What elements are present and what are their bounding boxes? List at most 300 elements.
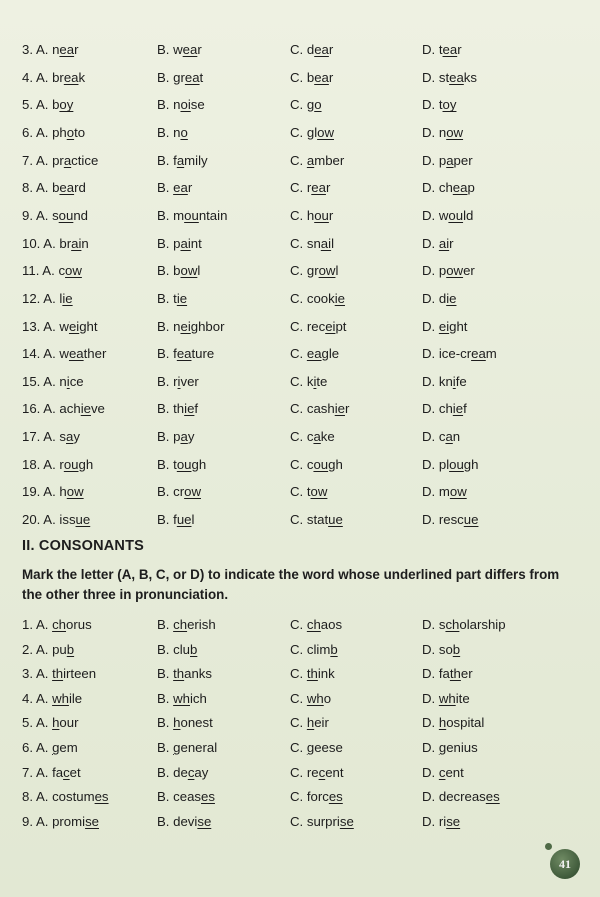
answer-option-b[interactable] <box>157 640 197 660</box>
option-letter: D. <box>422 512 436 528</box>
option-letter: D. <box>422 690 436 706</box>
answer-option-c[interactable] <box>290 482 327 502</box>
answer-option-c[interactable] <box>290 261 338 281</box>
underlined-part: h <box>173 715 181 731</box>
underlined-part: wh <box>438 690 456 706</box>
word-prefix: c <box>306 456 314 472</box>
word-prefix: c <box>58 263 66 279</box>
option-letter: C. <box>290 290 304 306</box>
section-heading: II. CONSONANTS <box>22 538 145 554</box>
answer-option-a[interactable] <box>22 40 79 60</box>
answer-option-c[interactable] <box>290 713 329 733</box>
word-prefix: b <box>306 69 315 85</box>
word-suffix: ent <box>445 764 464 780</box>
answer-option-c[interactable] <box>290 640 338 660</box>
word-suffix: r <box>74 42 79 57</box>
option-letter: C. <box>290 456 304 472</box>
underlined-part: a <box>63 152 72 168</box>
word-prefix: h <box>59 484 67 500</box>
underlined-part: ue <box>463 512 479 528</box>
question-row <box>22 289 582 309</box>
answer-option-d[interactable] <box>422 399 467 419</box>
underlined-part: ue <box>176 512 192 528</box>
word-suffix: ich <box>190 690 207 706</box>
answer-option-a[interactable] <box>22 763 81 783</box>
underlined-part: i <box>313 373 317 389</box>
answer-option-a[interactable] <box>22 151 98 171</box>
answer-option-d[interactable] <box>422 763 464 783</box>
word-prefix: c <box>306 429 314 445</box>
option-letter: C. <box>290 152 304 168</box>
word-suffix: rd <box>74 180 86 196</box>
word-prefix: n <box>173 318 181 334</box>
option-letter: A. <box>43 484 56 500</box>
underlined-part: ou <box>313 456 329 472</box>
answer-option-c[interactable] <box>290 455 343 475</box>
underlined-part: b <box>190 641 198 657</box>
answer-option-a[interactable] <box>22 427 80 447</box>
answer-option-a[interactable] <box>22 689 82 709</box>
word-prefix: sn <box>306 235 321 251</box>
answer-option-a[interactable] <box>22 455 93 475</box>
answer-option-c[interactable] <box>290 95 322 115</box>
question-number: 6. <box>22 740 33 755</box>
word-suffix: p <box>467 180 475 196</box>
word-suffix: r <box>328 69 334 85</box>
answer-option-d[interactable] <box>422 206 473 226</box>
option-letter: D. <box>422 373 436 389</box>
underlined-part: ea <box>314 69 329 85</box>
answer-option-b[interactable] <box>157 664 212 684</box>
answer-option-a[interactable] <box>22 399 105 419</box>
answer-option-d[interactable] <box>422 615 506 635</box>
option-letter: A. <box>35 690 49 706</box>
underlined-part: g <box>173 740 181 755</box>
answer-option-c[interactable] <box>290 812 354 832</box>
underlined-part: ea <box>314 42 329 57</box>
word-suffix: nd <box>73 207 89 223</box>
option-letter: B. <box>157 346 170 362</box>
option-letter: C. <box>290 429 304 445</box>
underlined-part: ow <box>310 484 328 500</box>
underlined-part: ea <box>471 346 486 362</box>
word-prefix: forc <box>306 789 329 805</box>
word-suffix: erish <box>187 617 216 632</box>
option-letter: B. <box>157 789 170 805</box>
word-prefix: th <box>173 401 185 417</box>
answer-option-c[interactable] <box>290 689 331 709</box>
answer-option-d[interactable] <box>422 787 500 807</box>
word-suffix: nt <box>190 235 202 251</box>
question-row <box>22 510 582 530</box>
section-instruction: Mark the letter (A, B, C, or D) to indicate the word whose underlined part differs from the other three in pronunciation. <box>22 567 560 602</box>
answer-option-b[interactable] <box>157 206 227 226</box>
option-letter: C. <box>290 346 304 362</box>
answer-option-c[interactable] <box>290 664 335 684</box>
question-number: 7. <box>22 152 33 168</box>
option-letter: A. <box>35 666 49 682</box>
answer-option-c[interactable] <box>290 763 344 783</box>
answer-option-c[interactable] <box>290 510 343 530</box>
answer-option-d[interactable] <box>422 123 463 143</box>
answer-option-a[interactable] <box>22 482 84 502</box>
question-number: 1. <box>22 617 33 632</box>
option-letter: D. <box>422 617 436 632</box>
question-row <box>22 178 582 198</box>
answer-option-a[interactable] <box>22 206 88 226</box>
answer-option-b[interactable] <box>157 289 187 309</box>
option-letter: B. <box>157 813 170 829</box>
option-letter: C. <box>290 813 304 829</box>
underlined-part: a <box>446 152 454 168</box>
underlined-part: a <box>306 152 315 168</box>
option-letter: A. <box>35 97 49 113</box>
answer-option-a[interactable] <box>22 344 106 364</box>
underlined-part: b <box>330 641 338 657</box>
word-suffix: ture <box>191 346 215 362</box>
answer-option-b[interactable] <box>157 234 202 254</box>
word-suffix: r <box>328 42 334 57</box>
answer-option-c[interactable] <box>290 151 344 171</box>
answer-option-c[interactable] <box>290 123 334 143</box>
answer-option-b[interactable] <box>157 344 214 364</box>
answer-option-b[interactable] <box>157 40 202 60</box>
answer-option-d[interactable] <box>422 427 460 447</box>
word-prefix: re <box>306 764 319 780</box>
option-letter: D. <box>422 666 436 682</box>
word-prefix: w <box>59 346 69 362</box>
underlined-part: wh <box>173 690 190 706</box>
underlined-part: th <box>173 666 185 682</box>
word-suffix: eneral <box>180 740 218 755</box>
option-letter: A. <box>43 373 56 389</box>
answer-option-d[interactable] <box>422 640 460 660</box>
option-letter: D. <box>422 207 436 223</box>
question-row <box>22 372 582 392</box>
word-suffix: pt <box>335 318 347 334</box>
answer-option-a[interactable] <box>22 234 89 254</box>
answer-option-d[interactable] <box>422 713 484 733</box>
answer-option-b[interactable] <box>157 68 203 88</box>
answer-option-b[interactable] <box>157 427 194 447</box>
underlined-part: ei <box>438 318 450 334</box>
word-prefix: kn <box>438 373 453 389</box>
answer-option-d[interactable] <box>422 689 470 709</box>
word-prefix: resc <box>438 512 464 528</box>
answer-option-b[interactable] <box>157 399 198 419</box>
word-suffix: er <box>460 666 473 682</box>
answer-option-a[interactable] <box>22 178 86 198</box>
answer-option-d[interactable] <box>422 151 473 171</box>
answer-option-c[interactable] <box>290 738 343 758</box>
option-letter: B. <box>157 484 170 500</box>
word-suffix: enius <box>446 740 478 755</box>
answer-option-a[interactable] <box>22 713 78 733</box>
answer-option-b[interactable] <box>157 261 200 281</box>
word-prefix: c <box>438 429 446 445</box>
underlined-part: c <box>318 764 326 780</box>
answer-option-c[interactable] <box>290 372 327 392</box>
word-suffix: eese <box>314 740 343 755</box>
word-prefix: so <box>438 641 453 657</box>
option-letter: C. <box>290 789 304 805</box>
underlined-part: es <box>485 789 500 805</box>
underlined-part: ch <box>445 617 460 632</box>
answer-option-b[interactable] <box>157 713 213 733</box>
answer-option-a[interactable] <box>22 261 82 281</box>
option-letter: C. <box>290 617 304 632</box>
answer-option-a[interactable] <box>22 510 90 530</box>
answer-option-a[interactable] <box>22 738 78 758</box>
word-suffix: t <box>199 69 204 85</box>
word-prefix: st <box>438 69 450 85</box>
word-suffix: ay <box>194 764 209 780</box>
option-letter: D. <box>422 152 436 168</box>
word-prefix: s <box>52 207 59 223</box>
option-letter: C. <box>290 235 304 251</box>
answer-option-b[interactable] <box>157 455 206 475</box>
underlined-part: ea <box>59 42 75 57</box>
answer-option-b[interactable] <box>157 510 194 530</box>
option-letter: B. <box>157 764 170 780</box>
underlined-part: ow <box>66 484 84 500</box>
option-letter: C. <box>290 318 304 334</box>
option-letter: A. <box>35 42 49 57</box>
underlined-part: h <box>306 715 315 731</box>
word-suffix: ile <box>68 690 83 706</box>
option-letter: C. <box>290 740 304 755</box>
answer-option-b[interactable] <box>157 787 215 807</box>
option-letter: D. <box>422 346 436 362</box>
answer-option-a[interactable] <box>22 640 74 660</box>
word-suffix: r <box>344 401 350 417</box>
option-letter: D. <box>422 290 436 306</box>
word-suffix: olarship <box>459 617 506 632</box>
underlined-part: ea <box>63 69 79 85</box>
answer-option-d[interactable] <box>422 95 456 115</box>
answer-option-d[interactable] <box>422 289 456 309</box>
underlined-part: se <box>85 813 99 829</box>
underlined-part: ea <box>182 42 198 57</box>
word-suffix: y <box>73 429 80 445</box>
option-letter: C. <box>290 207 304 223</box>
option-letter: B. <box>157 97 170 113</box>
answer-option-b[interactable] <box>157 95 205 115</box>
word-suffix: orus <box>66 617 92 632</box>
option-letter: C. <box>290 42 304 57</box>
option-letter: D. <box>422 484 436 500</box>
question-number: 3. <box>22 666 33 682</box>
word-prefix: br <box>52 69 64 85</box>
option-letter: B. <box>157 401 170 417</box>
answer-option-c[interactable] <box>290 68 333 88</box>
option-letter: B. <box>157 235 170 251</box>
underlined-part: es <box>201 789 215 805</box>
word-prefix: promi <box>52 813 86 829</box>
word-prefix: p <box>438 152 447 168</box>
answer-option-c[interactable] <box>290 206 333 226</box>
question-number: 12. <box>22 290 41 306</box>
option-letter: A. <box>35 152 49 168</box>
word-prefix: k <box>306 373 314 389</box>
option-letter: A. <box>35 740 49 755</box>
answer-option-c[interactable] <box>290 317 346 337</box>
underlined-part: ei <box>180 318 191 334</box>
word-prefix: n <box>173 97 181 113</box>
word-prefix: clu <box>173 641 190 657</box>
underlined-part: o <box>314 97 322 113</box>
answer-option-b[interactable] <box>157 317 224 337</box>
answer-option-a[interactable] <box>22 317 98 337</box>
answer-option-c[interactable] <box>290 234 334 254</box>
answer-option-a[interactable] <box>22 95 73 115</box>
word-prefix: m <box>438 484 450 500</box>
word-suffix: m <box>485 346 497 362</box>
underlined-part: ea <box>306 346 322 362</box>
underlined-part: ie <box>446 290 457 306</box>
underlined-part: ea <box>452 180 468 196</box>
word-suffix: l <box>191 512 195 528</box>
word-prefix: p <box>173 429 181 445</box>
underlined-part: ow <box>446 124 464 140</box>
question-number: 9. <box>22 207 33 223</box>
answer-option-c[interactable] <box>290 427 335 447</box>
answer-option-a[interactable] <box>22 787 109 807</box>
option-letter: A. <box>35 69 49 85</box>
answer-option-d[interactable] <box>422 261 475 281</box>
word-suffix: ver <box>180 373 199 389</box>
word-prefix: l <box>59 290 63 306</box>
word-prefix: gl <box>306 124 318 140</box>
answer-option-c[interactable] <box>290 40 333 60</box>
word-prefix: d <box>306 42 315 57</box>
answer-option-c[interactable] <box>290 399 349 419</box>
answer-option-b[interactable] <box>157 812 211 832</box>
answer-option-d[interactable] <box>422 234 454 254</box>
word-suffix: et <box>69 764 81 780</box>
word-suffix: mber <box>314 152 345 168</box>
answer-option-d[interactable] <box>422 68 477 88</box>
word-prefix: de <box>173 764 188 780</box>
answer-option-b[interactable] <box>157 372 199 392</box>
word-prefix: w <box>438 207 449 223</box>
answer-option-a[interactable] <box>22 615 92 635</box>
answer-option-c[interactable] <box>290 289 345 309</box>
word-suffix: aos <box>320 617 343 632</box>
underlined-part: se <box>339 813 354 829</box>
answer-option-b[interactable] <box>157 738 217 758</box>
option-letter: B. <box>157 207 170 223</box>
option-letter: B. <box>157 318 170 334</box>
question-number: 4. <box>22 690 33 706</box>
word-prefix: b <box>52 180 60 196</box>
underlined-part: th <box>52 666 64 682</box>
option-letter: B. <box>157 740 170 755</box>
question-row <box>22 787 582 807</box>
word-suffix: ntain <box>198 207 228 223</box>
answer-option-d[interactable] <box>422 372 467 392</box>
underlined-part: i <box>66 373 70 389</box>
word-suffix: ght <box>449 318 468 334</box>
question-number: 7. <box>22 764 33 780</box>
answer-option-b[interactable] <box>157 763 208 783</box>
word-prefix: cr <box>173 484 185 500</box>
underlined-part: ie <box>176 290 188 306</box>
question-row <box>22 261 582 281</box>
answer-option-d[interactable] <box>422 178 475 198</box>
answer-option-b[interactable] <box>157 178 192 198</box>
answer-option-a[interactable] <box>22 68 85 88</box>
option-letter: A. <box>35 641 49 657</box>
underlined-part: h <box>438 715 447 731</box>
option-letter: A. <box>35 180 49 196</box>
option-letter: B. <box>157 690 170 706</box>
answer-option-d[interactable] <box>422 40 462 60</box>
underlined-part: a <box>445 429 453 445</box>
word-suffix: gle <box>321 346 340 362</box>
word-prefix: stat <box>306 512 329 528</box>
word-suffix: ve <box>90 401 105 417</box>
answer-option-d[interactable] <box>422 664 473 684</box>
answer-option-c[interactable] <box>290 344 339 364</box>
answer-option-b[interactable] <box>157 482 201 502</box>
answer-option-a[interactable] <box>22 372 84 392</box>
answer-option-d[interactable] <box>422 482 467 502</box>
question-number: 18. <box>22 456 41 472</box>
question-number: 5. <box>22 715 33 731</box>
answer-option-d[interactable] <box>422 344 497 364</box>
answer-option-d[interactable] <box>422 455 478 475</box>
question-number: 8. <box>22 180 33 196</box>
answer-option-b[interactable] <box>157 689 207 709</box>
word-suffix: irteen <box>63 666 97 682</box>
option-letter: A. <box>43 512 56 528</box>
answer-option-d[interactable] <box>422 510 478 530</box>
question-number: 9. <box>22 813 33 829</box>
option-letter: A. <box>35 789 49 805</box>
answer-option-a[interactable] <box>22 812 99 832</box>
answer-option-d[interactable] <box>422 812 460 832</box>
option-letter: C. <box>290 69 304 85</box>
option-letter: B. <box>157 715 170 731</box>
answer-option-a[interactable] <box>22 123 85 143</box>
answer-option-b[interactable] <box>157 123 188 143</box>
answer-option-b[interactable] <box>157 615 216 635</box>
word-suffix: ospital <box>446 715 485 731</box>
option-letter: B. <box>157 290 170 306</box>
word-prefix: s <box>59 429 67 445</box>
word-prefix: rec <box>306 318 326 334</box>
option-letter: C. <box>290 764 304 780</box>
option-letter: D. <box>422 641 436 657</box>
answer-option-c[interactable] <box>290 615 342 635</box>
answer-option-a[interactable] <box>22 289 73 309</box>
word-prefix: surpri <box>306 813 340 829</box>
answer-option-c[interactable] <box>290 178 330 198</box>
answer-option-c[interactable] <box>290 787 343 807</box>
question-number: 15. <box>22 373 41 389</box>
option-letter: D. <box>422 42 436 57</box>
answer-option-d[interactable] <box>422 738 478 758</box>
question-number: 11. <box>22 263 40 279</box>
word-prefix: f <box>173 152 177 168</box>
answer-option-b[interactable] <box>157 151 208 171</box>
word-suffix: eir <box>314 715 329 731</box>
question-row <box>22 399 582 419</box>
answer-option-a[interactable] <box>22 664 96 684</box>
underlined-part: th <box>449 666 461 682</box>
answer-option-d[interactable] <box>422 317 467 337</box>
